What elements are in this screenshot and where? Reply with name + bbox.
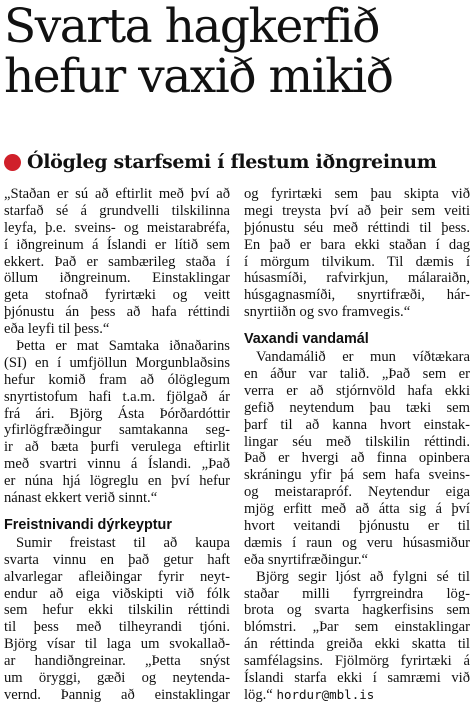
body-line: öllum iðngreinum. Einstaklingar <box>4 270 230 287</box>
body-line: nánast ekkert verið sinnt.“ <box>4 490 158 507</box>
body-line: frá ári. Björg Ásta Þórðardóttir <box>4 405 230 422</box>
body-line: alvarlegar afleiðingar fyrir neyt- <box>4 568 230 585</box>
body-line: Björg segir ljóst að fylgni sé til <box>256 568 470 585</box>
body-line: geta stofnað fyrirtæki og veitt <box>4 287 230 304</box>
body-line: í iðngreinum á Íslandi er lítið sem <box>4 236 230 253</box>
headline-line: hefur vaxið mikið <box>4 49 393 104</box>
body-line: Björg vísar til laga um svokallað- <box>4 636 230 653</box>
headline-line: Svarta hagkerfið <box>4 0 379 54</box>
body-line: ar handiðngreinar. „Þetta snýst <box>4 653 230 670</box>
body-line: húsgagnasmíði, snyrtifræði, hár- <box>244 287 470 304</box>
body-line: húsasmíði, rafvirkjun, málaraiðn, <box>244 270 470 287</box>
body-line: leyfa, þ.e. sveins- og meistarabréfa, <box>4 219 230 236</box>
body-line-final-text: lög.“ <box>244 686 273 703</box>
body-line: gefið neytendum þau tæki sem <box>244 399 470 416</box>
subheadline <box>4 150 470 174</box>
body-line: þarf til að kanna hvort einstak- <box>244 416 470 433</box>
body-line: hvort veitandi þjónustu er til <box>244 518 470 535</box>
body-line: svarta vinnu en það getur haft <box>4 551 230 568</box>
body-line: yfirlögfræðingur samtakanna seg- <box>4 422 230 439</box>
section-heading: Vaxandi vandamál <box>244 331 369 348</box>
body-line: endur að eiga viðskipti við fólk <box>4 585 230 602</box>
red-dot-icon <box>4 154 21 171</box>
section-heading: Freistnivandi dýrkeyptur <box>4 516 172 533</box>
body-line: ir að bæta þurfi verulega eftirlit <box>4 439 230 456</box>
body-line: sem hefur ekki tilskilin réttindi <box>4 602 230 619</box>
body-line: „Staðan er sú að eftirlit með því að <box>4 186 230 202</box>
body-line: með svartri vinnu á Íslandi. „Það <box>4 456 230 473</box>
body-line: en áður var talið. „Það sem er <box>244 366 470 383</box>
body-line: megi treysta því að þeir sem veiti <box>244 202 470 219</box>
body-line: án réttinda greiða ekki skatta til <box>244 636 470 653</box>
body-line: Þetta er mat Samtaka iðnaðarins <box>16 338 230 355</box>
body-line: þjónustu séu með réttindi til þess. <box>244 219 470 236</box>
body-line: mjög erfitt með að átta sig á því <box>244 501 470 518</box>
body-line: skráningu yfir þá sem hafa sveins- <box>244 467 470 484</box>
body-line: ekkert. Það er sambærileg staða í <box>4 253 230 270</box>
body-line: og fyrirtæki sem þau skipta við <box>244 186 470 202</box>
body-line: eða snyrtifræðingur.“ <box>244 551 369 568</box>
body-line: eða leyfi til þess.“ <box>4 321 110 338</box>
body-line: staðar milli fyrrgreindra lög- <box>244 585 470 602</box>
article-column-right <box>244 186 470 704</box>
body-line: (SI) en í umfjöllun Morgunblaðsins <box>4 354 230 371</box>
section-gap <box>244 321 470 329</box>
body-line: Það er hvergi að finna opinbera <box>244 450 470 467</box>
headline <box>4 2 470 102</box>
body-line-final <box>244 687 470 704</box>
subheadline-text: Ólögleg starfsemi í flestum iðngreinum <box>27 151 437 173</box>
body-line: dæmis í raun og veru húsasmiður <box>244 534 470 551</box>
body-line: En það er bara ekki staðan í dag <box>244 236 470 253</box>
body-line: og meistarapróf. Neytendur eiga <box>244 484 470 501</box>
body-line: starfað sé á grundvelli tilskilinna <box>4 202 230 219</box>
body-line: Vandamálið er mun víðtækara <box>256 349 470 366</box>
body-line: brota og svarta hagkerfisins sem <box>244 602 470 619</box>
body-line: vernd. Þannig að einstaklingar <box>4 686 230 703</box>
section-gap <box>4 507 230 515</box>
body-line: þjónustu án þess að hafa réttindi <box>4 304 230 321</box>
byline-email: hordur@mbl.is <box>276 686 375 702</box>
body-line: Sumir freistast til að kaupa <box>16 534 230 551</box>
article-column-left <box>4 186 230 704</box>
body-line: samfélagsins. Fjölmörg fyrirtæki á <box>244 653 470 670</box>
body-line: til þess með tilheyrandi tjóni. <box>4 619 230 636</box>
body-line: hefur komið fram að ólöglegum <box>4 371 230 388</box>
body-line: snyrtiiðn og svo framvegis.“ <box>244 304 411 321</box>
body-line: er núna hjá lögreglu en því hefur <box>4 473 230 490</box>
body-line: um öryggi, gæði og neytenda- <box>4 670 230 687</box>
body-line: Íslandi starfa ekki í samræmi við <box>244 670 470 687</box>
body-line: verra er að stjórnvöld hafa ekki <box>244 382 470 399</box>
body-line: snyrtistofum hafi t.a.m. fjölgað ár <box>4 388 230 405</box>
body-line: lingar séu með tilskilin réttindi. <box>244 433 470 450</box>
body-line: blómstri. „Þar sem einstaklingar <box>244 619 470 636</box>
body-line: í mörgum tilvikum. Til dæmis í <box>244 253 470 270</box>
